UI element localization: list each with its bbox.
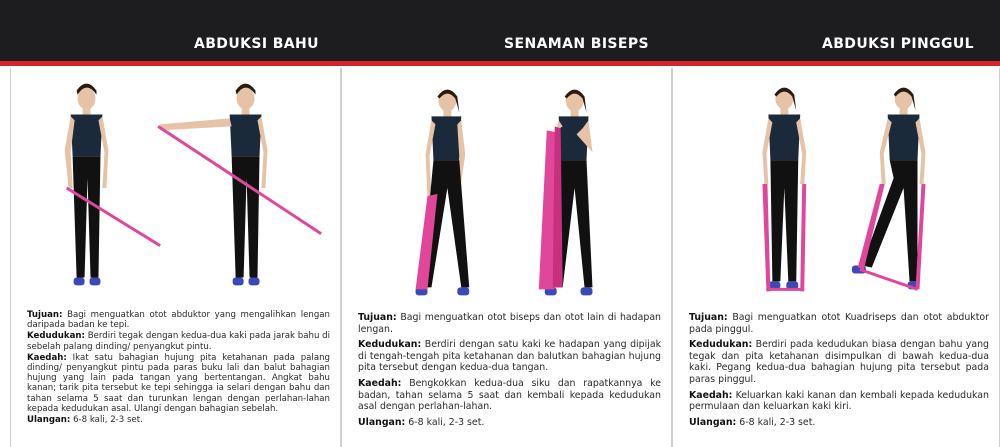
label-tujuan: Tujuan: [27,310,63,320]
text-tujuan: Bagi menguatkan otot Kuadriseps dan otot abduktor pada pinggul. [689,312,989,335]
text-kedudukan: Berdiri tegak dengan kedua-dua kaki pada jarak bahu di sebelah palang dinding/ penyangkut pintu. [27,331,330,352]
text-tujuan: Bagi menguatkan otot biseps dan otot lain di hadapan lengan. [358,312,662,335]
text-ulangan: 6-8 kali, 2-3 set. [739,416,816,428]
label-kaedah: Kaedah: [689,389,733,401]
label-kedudukan: Kedudukan: [358,339,422,351]
label-kedudukan: Kedudukan: [689,339,753,351]
label-ulangan: Ulangan: [27,415,71,426]
header-red-line [0,61,1000,66]
instructions-senaman-biseps [358,312,661,432]
panel-abduksi-pinggul [672,68,1000,447]
text-kedudukan: Berdiri pada kedudukan biasa dengan bahu yang tegak dan pita ketahanan disimpulkan di bawah kedua-dua kaki. Pegang kedua-dua bahagian hujung pita tersebut pada paras pinggul. [689,339,989,385]
figure-standing [65,84,109,286]
title-abduksi-bahu: ABDUKSI BAHU [194,36,319,52]
label-tujuan: Tujuan: [358,312,397,323]
label-ulangan: Ulangan: [358,416,406,428]
instructions-abduksi-bahu [27,310,330,426]
text-tujuan: Bagi menguatkan otot abduktor yang mengalihkan lengan daripada badan ke tepi. [27,310,330,331]
title-senaman-biseps: SENAMAN BISEPS [504,36,650,52]
text-kaedah: Bengkokkan kedua-dua siku dan rapatkannya ke badan, tahan selama 5 saat dan kembali kepada kedudukan asal dengan perlahan-lahan. [358,377,662,413]
header-bar [0,0,1000,62]
exercise-illustration-shoulder [11,68,340,308]
instructions-abduksi-pinggul [689,312,989,432]
panel-abduksi-bahu [10,68,341,447]
title-abduksi-pinggul: ABDUKSI PINGGUL [822,36,974,52]
label-tujuan: Tujuan: [689,312,728,323]
text-kedudukan: Berdiri dengan satu kaki ke hadapan yang dipijak di tengah-tengah pita ketahanan dan balutkan bahagian hujung pita tersebut dengan kedua-dua tangan. [358,339,661,374]
text-kaedah: Ikat satu bahagian hujung pita ketahanan pada palang dinding/ penyangkut pintu pada paras buku lali dan balut bahagian hujung yang lain pada tangan yang bertentangan. Angkat bahu kanan; tarik pita tersebut ke tepi sehingga ia selari dengan bahu dan tahan selama 5 saat dan turunkan lengan dengan perlahan-lahan kepada kedudukan asal. Ulangi dengan bahagian sebelah. [27,352,330,414]
text-kaedah: Keluarkan kaki kanan dan kembali kepada kedudukan permulaan dan keluarkan kaki kiri. [689,389,989,413]
exercise-illustration-hip [673,68,999,308]
figure-arm-raised [160,84,267,286]
exercise-illustration-biceps [342,68,671,308]
label-kedudukan: Kedudukan: [27,331,85,342]
text-ulangan: 6-8 kali, 2-3 set. [73,415,143,426]
panel-senaman-biseps [341,68,672,447]
text-ulangan: 6-8 kali, 2-3 set. [408,416,485,428]
label-kaedah: Kaedah: [27,352,67,363]
label-kaedah: Kaedah: [358,377,402,389]
label-ulangan: Ulangan: [689,416,737,428]
